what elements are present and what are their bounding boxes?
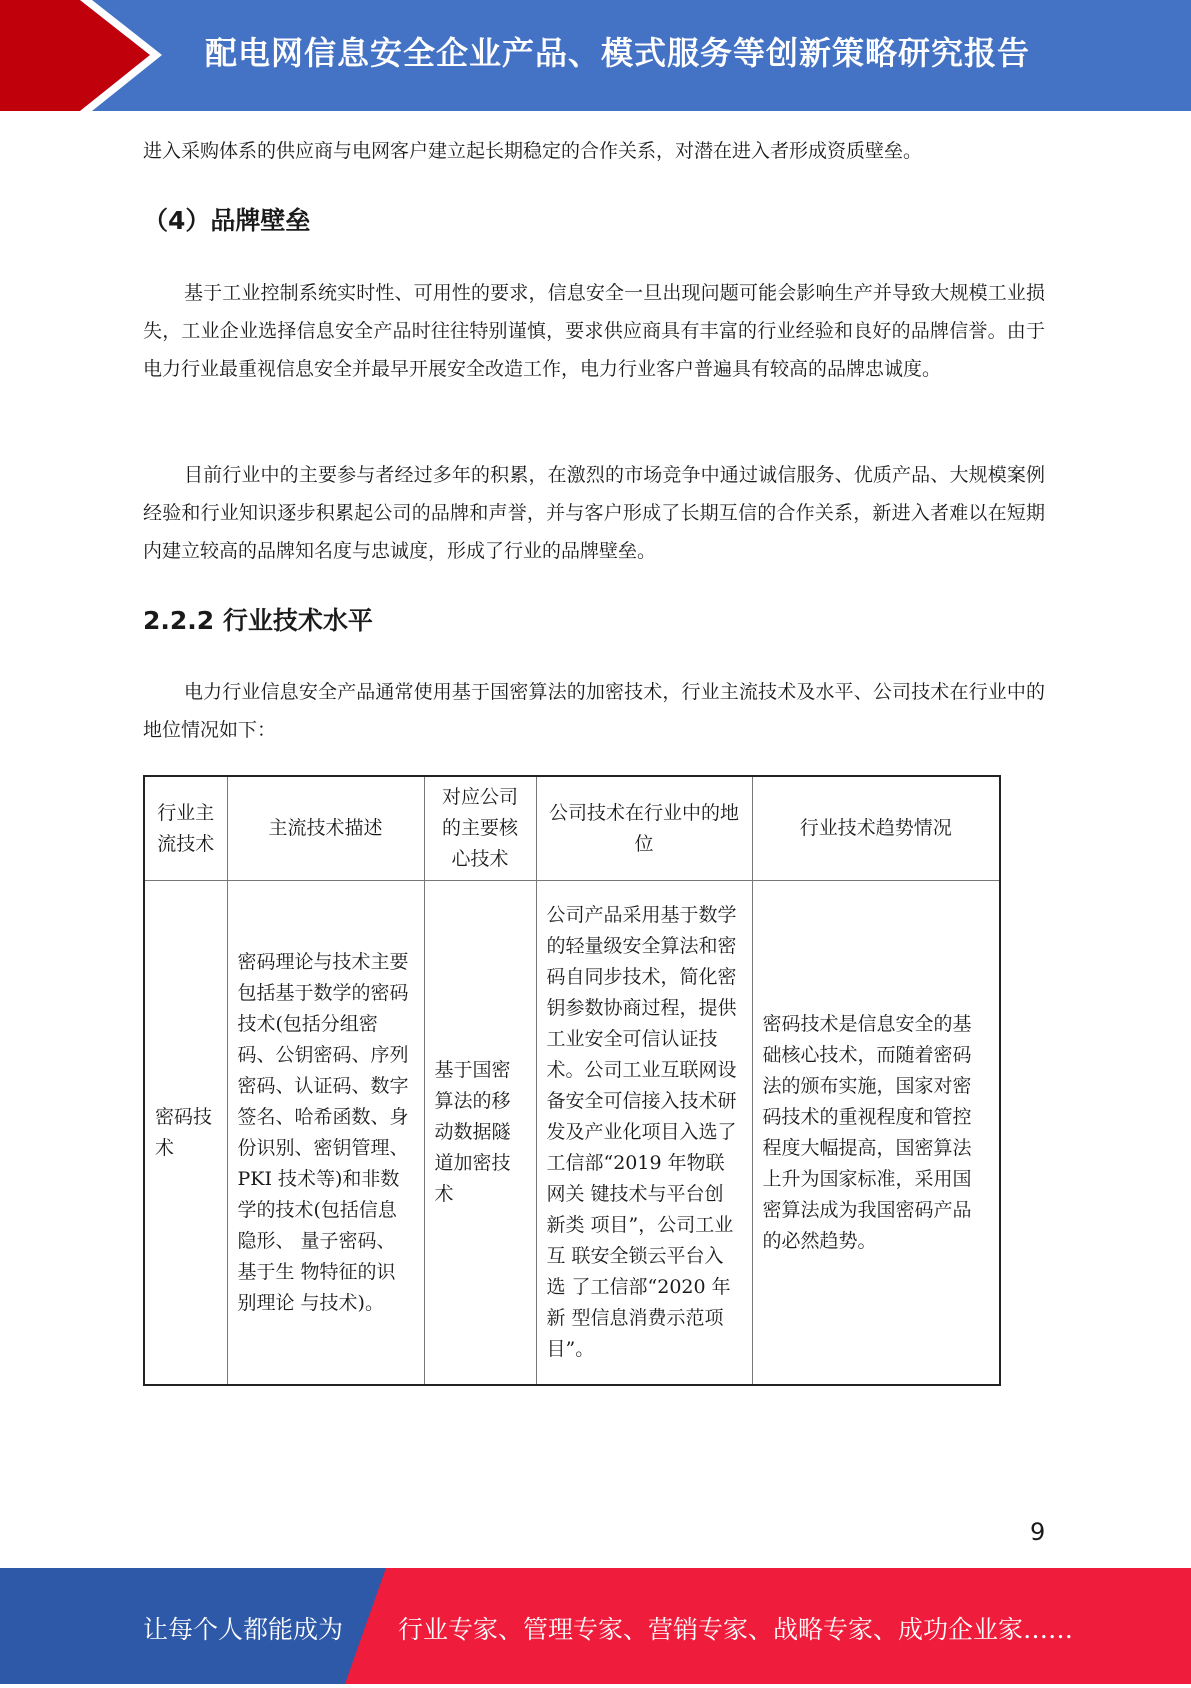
page-header [0, 0, 1191, 111]
table-header-cell: 行业主流技术 [144, 776, 227, 881]
cell-core-tech: 基于国密算法的移动数据隧道加密技术 [424, 881, 536, 1386]
table-row [144, 881, 1000, 1386]
table-header-row [144, 776, 1000, 881]
page-number: 9 [1030, 1518, 1046, 1546]
cell-description: 密码理论与技术主要包括基于数学的密码技术(包括分组密码、公钥密码、序列密码、认证码、数字签名、哈希函数、身份识别、密钥管理、PKI 技术等)和非数学的技术(包括信息隐形、 量子密码、基于生 物特征的识别理论 与技术)。 [227, 881, 424, 1386]
table-header-cell: 公司技术在行业中的地位 [536, 776, 752, 881]
brand-paragraph-2: 目前行业中的主要参与者经过多年的积累，在激烈的市场竞争中通过诚信服务、优质产品、大规模案例经验和行业知识逐步积累起公司的品牌和声誉，并与客户形成了长期互信的合作关系，新进入者难以在短期内建立较高的品牌知名度与忠诚度，形成了行业的品牌壁垒。 [143, 464, 1045, 562]
table-header-cell: 对应公司的主要核心技术 [424, 776, 536, 881]
table-header-cell: 行业技术趋势情况 [752, 776, 1000, 881]
brand-paragraph-1: 基于工业控制系统实时性、可用性的要求，信息安全一旦出现问题可能会影响生产并导致大规模工业损失，工业企业选择信息安全产品时往往特别谨慎，要求供应商具有丰富的行业经验和良好的品牌信誉。由于电力行业最重视信息安全并最早开展安全改造工作，电力行业客户普遍具有较高的品牌忠诚度。 [143, 282, 1045, 380]
tech-intro-paragraph: 电力行业信息安全产品通常使用基于国密算法的加密技术，行业主流技术及水平、公司技术在行业中的地位情况如下： [143, 681, 1045, 741]
cell-position: 公司产品采用基于数学的轻量级安全算法和密码自同步技术，简化密钥参数协商过程，提供工业安全可信认证技术。公司工业互联网设备安全可信接入技术研发及产业化项目入选了工信部“2019 年物联网关 键技术与平台创新类 项目”，公司工业互 联安全锁云平台入选 了工信部“2020 年新 型信息消费示范项 目”。 [536, 881, 752, 1386]
footer-slogan-left: 让每个人都能成为 [143, 1615, 344, 1644]
intro-paragraph: 进入采购体系的供应商与电网客户建立起长期稳定的合作关系，对潜在进入者形成资质壁垒。 [143, 140, 923, 162]
header-title: 配电网信息安全企业产品、模式服务等创新策略研究报告 [205, 34, 1031, 72]
cell-tech: 密码技术 [144, 881, 227, 1386]
section-heading-2-2-2: 2.2.2 行业技术水平 [143, 606, 373, 635]
section-heading-brand-barrier: （4）品牌壁垒 [143, 206, 311, 235]
table-header-cell: 主流技术描述 [227, 776, 424, 881]
tech-table [143, 775, 1001, 1386]
footer-slogan-right: 行业专家、管理专家、营销专家、战略专家、成功企业家…… [398, 1615, 1074, 1644]
cell-trend: 密码技术是信息安全的基础核心技术，而随着密码法的颁布实施，国家对密码技术的重视程度和管控程度大幅提高，国密算法上升为国家标准，采用国密算法成为我国密码产品的必然趋势。 [752, 881, 1000, 1386]
